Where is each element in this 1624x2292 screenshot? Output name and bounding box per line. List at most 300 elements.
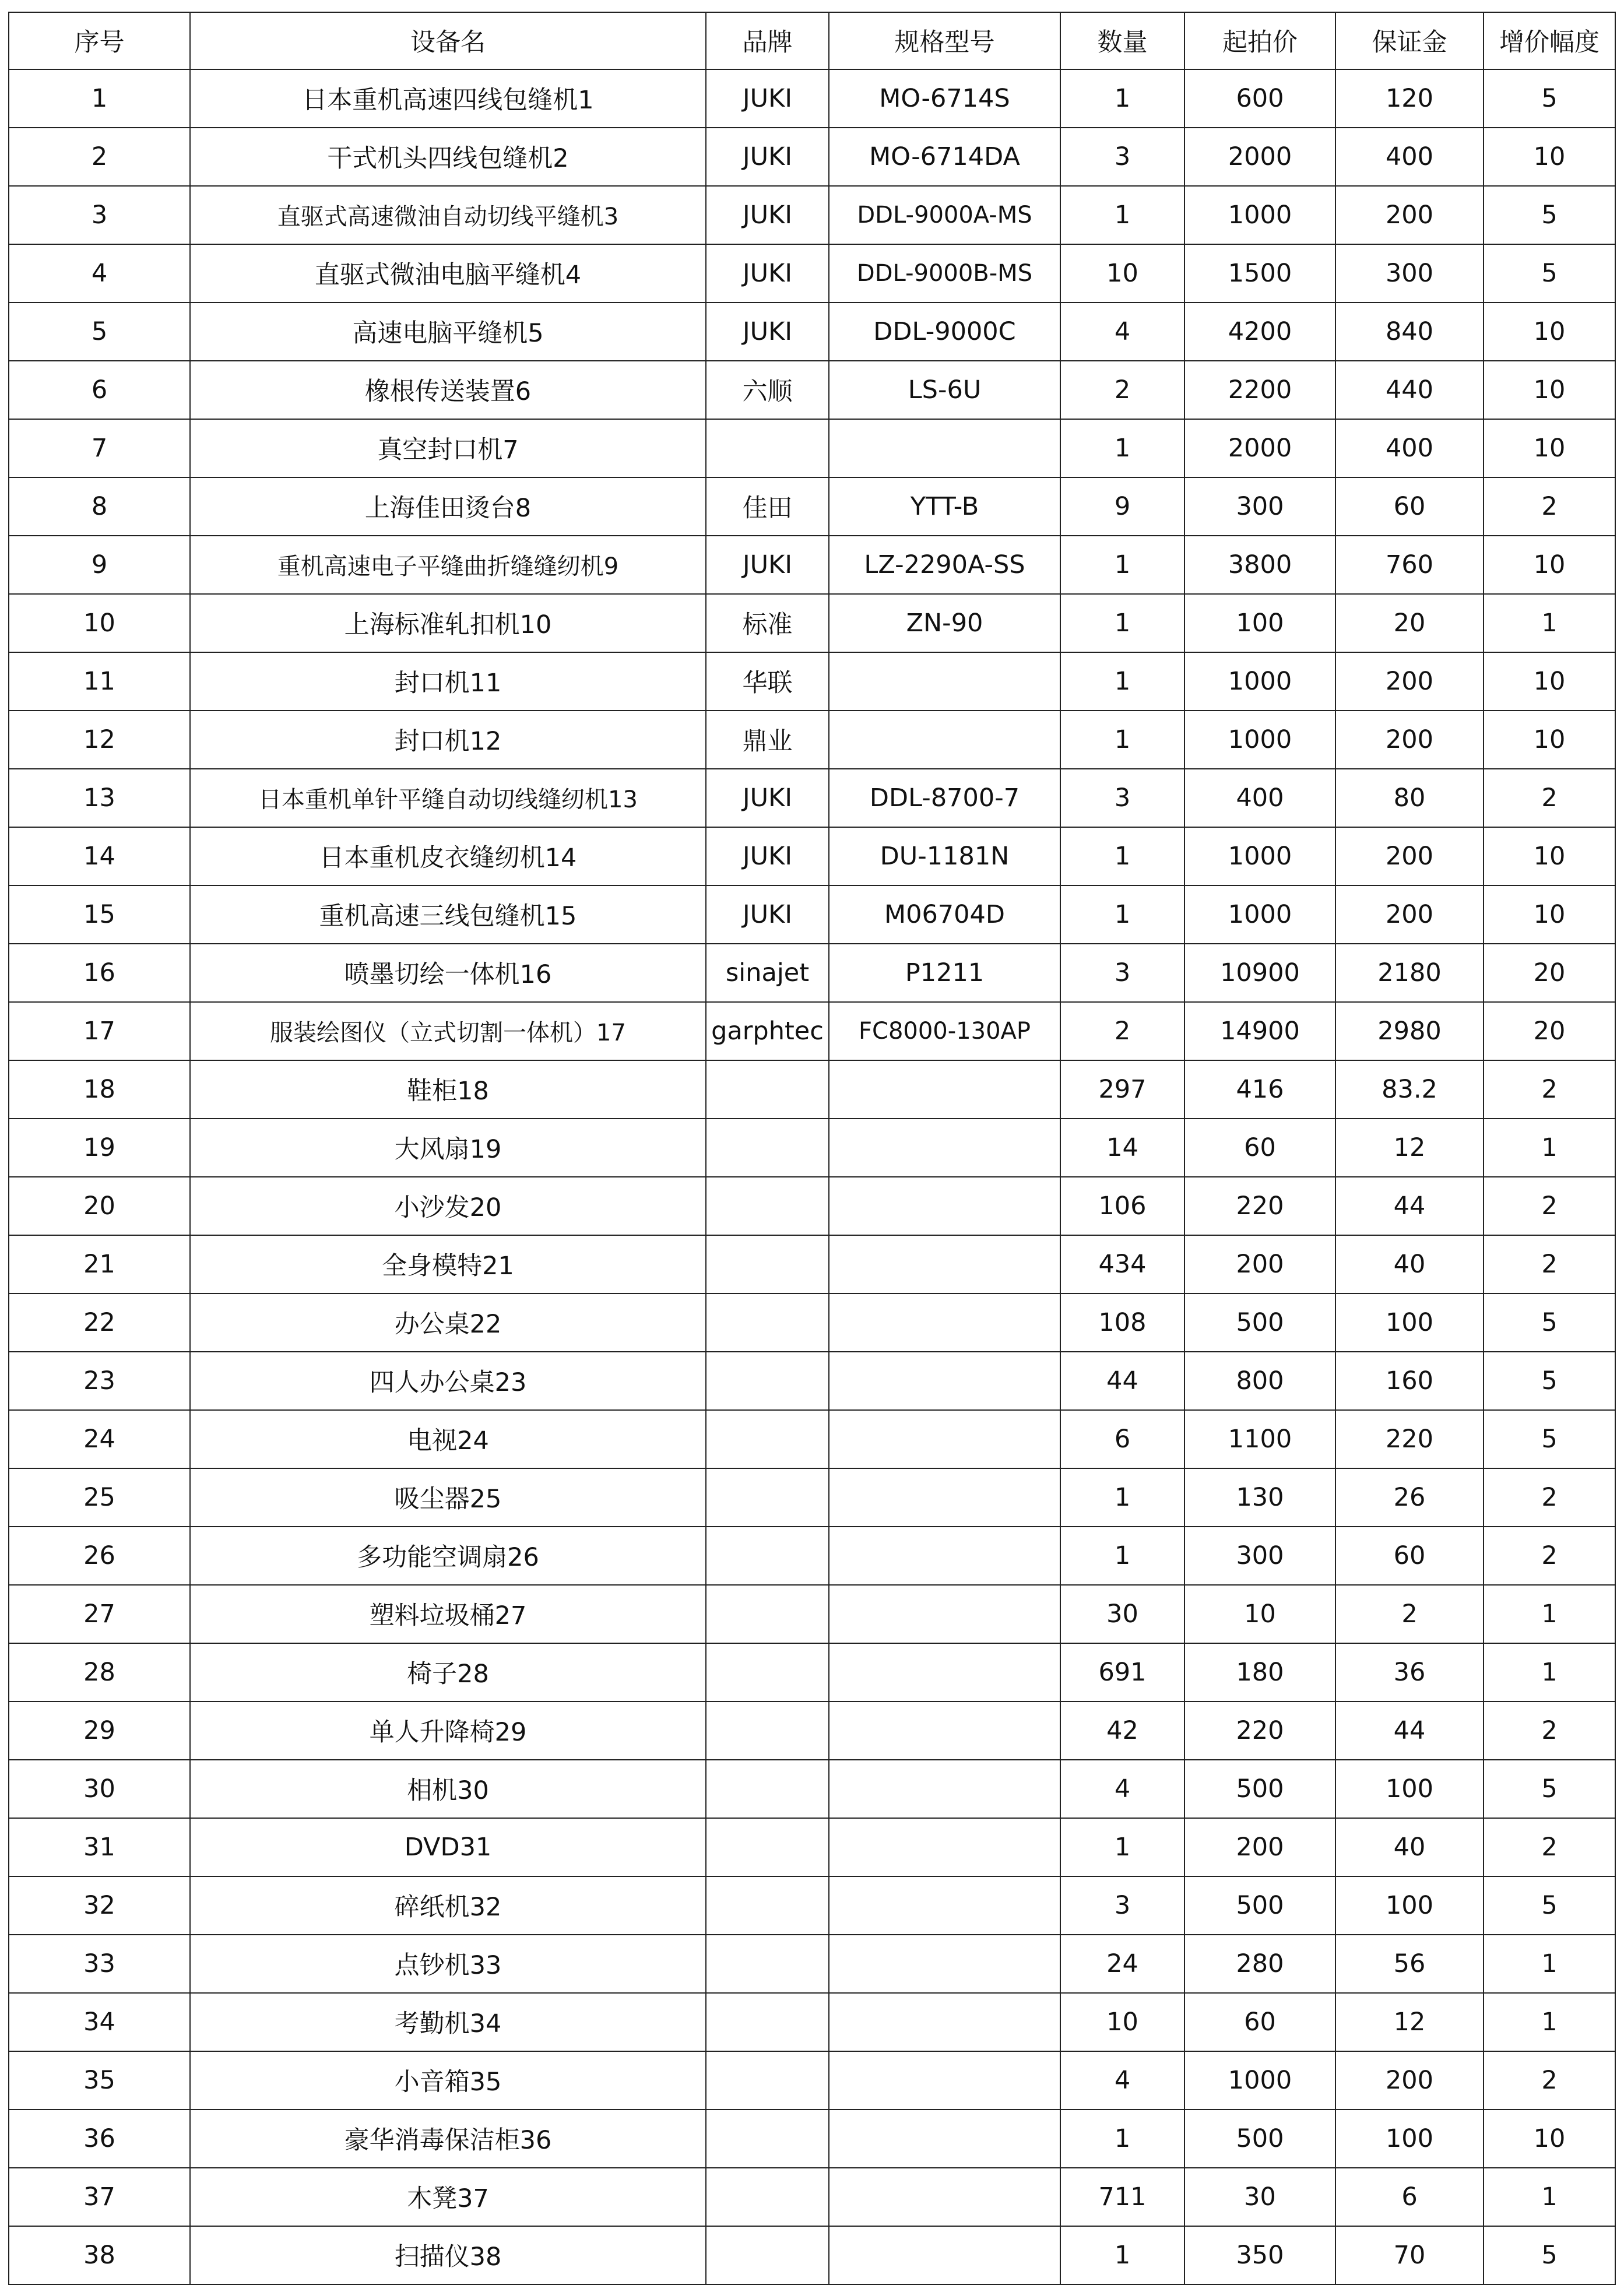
cell-model <box>829 1993 1060 2051</box>
cell-equipment-name: 塑料垃圾桶27 <box>190 1585 706 1643</box>
cell-bid-increment: 1 <box>1484 1585 1615 1643</box>
table-row <box>9 128 1615 186</box>
cell-index: 19 <box>9 1119 190 1177</box>
cell-deposit: 200 <box>1335 652 1484 711</box>
cell-equipment-name: 豪华消毒保洁柜36 <box>190 2110 706 2168</box>
cell-quantity: 3 <box>1060 944 1184 1002</box>
cell-deposit: 60 <box>1335 1527 1484 1585</box>
cell-deposit: 100 <box>1335 1293 1484 1352</box>
cell-deposit: 36 <box>1335 1643 1484 1702</box>
cell-index: 15 <box>9 885 190 944</box>
cell-starting-price: 180 <box>1184 1643 1335 1702</box>
cell-quantity: 1 <box>1060 1818 1184 1876</box>
cell-quantity: 1 <box>1060 711 1184 769</box>
cell-model <box>829 1293 1060 1352</box>
cell-brand <box>706 1527 829 1585</box>
cell-deposit: 440 <box>1335 361 1484 419</box>
cell-model <box>829 652 1060 711</box>
cell-deposit: 100 <box>1335 1876 1484 1935</box>
cell-model <box>829 1935 1060 1993</box>
cell-quantity: 10 <box>1060 244 1184 303</box>
cell-deposit: 2 <box>1335 1585 1484 1643</box>
cell-brand: sinajet <box>706 944 829 1002</box>
cell-model: MO-6714S <box>829 69 1060 128</box>
cell-equipment-name: 点钞机33 <box>190 1935 706 1993</box>
cell-starting-price: 500 <box>1184 1760 1335 1818</box>
cell-equipment-name: 直驱式微油电脑平缝机4 <box>190 244 706 303</box>
cell-quantity: 1 <box>1060 827 1184 885</box>
table-row <box>9 1410 1615 1468</box>
cell-equipment-name: 重机高速电子平缝曲折缝缝纫机9 <box>190 536 706 594</box>
cell-index: 25 <box>9 1468 190 1527</box>
cell-bid-increment: 1 <box>1484 1993 1615 2051</box>
cell-index: 24 <box>9 1410 190 1468</box>
cell-brand: garphtec <box>706 1002 829 1060</box>
cell-index: 3 <box>9 186 190 244</box>
cell-model: P1211 <box>829 944 1060 1002</box>
cell-index: 30 <box>9 1760 190 1818</box>
cell-model: YTT-B <box>829 477 1060 536</box>
table-row <box>9 1585 1615 1643</box>
cell-equipment-name: 考勤机34 <box>190 1993 706 2051</box>
cell-model: DDL-9000C <box>829 303 1060 361</box>
cell-deposit: 760 <box>1335 536 1484 594</box>
cell-deposit: 60 <box>1335 477 1484 536</box>
table-row <box>9 885 1615 944</box>
table-body <box>9 69 1615 2285</box>
header-cell-deposit: 保证金 <box>1335 12 1484 69</box>
cell-brand: JUKI <box>706 303 829 361</box>
cell-brand <box>706 1993 829 2051</box>
table-row <box>9 1002 1615 1060</box>
table-row <box>9 477 1615 536</box>
cell-index: 2 <box>9 128 190 186</box>
cell-brand: JUKI <box>706 186 829 244</box>
cell-brand <box>706 1760 829 1818</box>
cell-model: FC8000-130AP <box>829 1002 1060 1060</box>
cell-model <box>829 711 1060 769</box>
table-row <box>9 1293 1615 1352</box>
cell-bid-increment: 10 <box>1484 419 1615 477</box>
cell-quantity: 42 <box>1060 1702 1184 1760</box>
cell-brand <box>706 2051 829 2110</box>
cell-bid-increment: 1 <box>1484 2168 1615 2226</box>
cell-model <box>829 1818 1060 1876</box>
cell-bid-increment: 2 <box>1484 1060 1615 1119</box>
cell-bid-increment: 10 <box>1484 827 1615 885</box>
cell-model <box>829 1352 1060 1410</box>
cell-starting-price: 350 <box>1184 2226 1335 2285</box>
cell-bid-increment: 5 <box>1484 1760 1615 1818</box>
cell-quantity: 6 <box>1060 1410 1184 1468</box>
cell-index: 18 <box>9 1060 190 1119</box>
cell-equipment-name: 四人办公桌23 <box>190 1352 706 1410</box>
cell-bid-increment: 1 <box>1484 1935 1615 1993</box>
cell-quantity: 297 <box>1060 1060 1184 1119</box>
cell-starting-price: 1000 <box>1184 2051 1335 2110</box>
cell-brand: JUKI <box>706 244 829 303</box>
cell-bid-increment: 2 <box>1484 1177 1615 1235</box>
cell-quantity: 1 <box>1060 1527 1184 1585</box>
cell-bid-increment: 1 <box>1484 1643 1615 1702</box>
cell-equipment-name: 上海标准轧扣机10 <box>190 594 706 652</box>
cell-starting-price: 1000 <box>1184 827 1335 885</box>
table-row <box>9 711 1615 769</box>
cell-quantity: 1 <box>1060 69 1184 128</box>
cell-index: 20 <box>9 1177 190 1235</box>
cell-starting-price: 130 <box>1184 1468 1335 1527</box>
cell-quantity: 1 <box>1060 2226 1184 2285</box>
cell-bid-increment: 2 <box>1484 1235 1615 1293</box>
table-row <box>9 244 1615 303</box>
cell-brand <box>706 2110 829 2168</box>
table-row <box>9 186 1615 244</box>
cell-index: 10 <box>9 594 190 652</box>
cell-equipment-name: 重机高速三线包缝机15 <box>190 885 706 944</box>
cell-bid-increment: 2 <box>1484 1527 1615 1585</box>
table-row <box>9 1235 1615 1293</box>
cell-equipment-name: 喷墨切绘一体机16 <box>190 944 706 1002</box>
table-row <box>9 303 1615 361</box>
cell-brand <box>706 1935 829 1993</box>
cell-starting-price: 2200 <box>1184 361 1335 419</box>
cell-starting-price: 280 <box>1184 1935 1335 1993</box>
cell-model: M06704D <box>829 885 1060 944</box>
cell-index: 36 <box>9 2110 190 2168</box>
cell-equipment-name: 鞋柜18 <box>190 1060 706 1119</box>
cell-brand <box>706 1702 829 1760</box>
table-row <box>9 1702 1615 1760</box>
cell-quantity: 1 <box>1060 1468 1184 1527</box>
cell-model <box>829 1760 1060 1818</box>
cell-equipment-name: 高速电脑平缝机5 <box>190 303 706 361</box>
table-row <box>9 1993 1615 2051</box>
cell-bid-increment: 10 <box>1484 303 1615 361</box>
cell-equipment-name: 办公桌22 <box>190 1293 706 1352</box>
cell-bid-increment: 10 <box>1484 361 1615 419</box>
table-row <box>9 2110 1615 2168</box>
cell-bid-increment: 10 <box>1484 2110 1615 2168</box>
cell-starting-price: 300 <box>1184 1527 1335 1585</box>
cell-deposit: 2980 <box>1335 1002 1484 1060</box>
table-row <box>9 69 1615 128</box>
cell-starting-price: 60 <box>1184 1119 1335 1177</box>
cell-brand <box>706 1235 829 1293</box>
cell-model <box>829 1702 1060 1760</box>
header-cell-index: 序号 <box>9 12 190 69</box>
cell-model <box>829 1119 1060 1177</box>
cell-deposit: 200 <box>1335 827 1484 885</box>
cell-starting-price: 3800 <box>1184 536 1335 594</box>
cell-model <box>829 1177 1060 1235</box>
table-row <box>9 769 1615 827</box>
table-row <box>9 1527 1615 1585</box>
cell-bid-increment: 5 <box>1484 2226 1615 2285</box>
cell-starting-price: 400 <box>1184 769 1335 827</box>
cell-equipment-name: 服装绘图仪（立式切割一体机）17 <box>190 1002 706 1060</box>
cell-quantity: 2 <box>1060 361 1184 419</box>
header-cell-equipment-name: 设备名 <box>190 12 706 69</box>
cell-equipment-name: 小沙发20 <box>190 1177 706 1235</box>
cell-equipment-name: 真空封口机7 <box>190 419 706 477</box>
cell-deposit: 2180 <box>1335 944 1484 1002</box>
cell-brand <box>706 1352 829 1410</box>
cell-brand: JUKI <box>706 69 829 128</box>
cell-brand: JUKI <box>706 769 829 827</box>
table-row <box>9 419 1615 477</box>
table-row <box>9 1760 1615 1818</box>
table-row <box>9 1643 1615 1702</box>
cell-index: 22 <box>9 1293 190 1352</box>
cell-bid-increment: 10 <box>1484 128 1615 186</box>
cell-index: 29 <box>9 1702 190 1760</box>
cell-deposit: 40 <box>1335 1235 1484 1293</box>
cell-quantity: 1 <box>1060 536 1184 594</box>
table-row <box>9 1468 1615 1527</box>
cell-index: 32 <box>9 1876 190 1935</box>
table-row <box>9 1818 1615 1876</box>
table-row <box>9 944 1615 1002</box>
cell-model: LS-6U <box>829 361 1060 419</box>
cell-deposit: 12 <box>1335 1993 1484 2051</box>
cell-brand: JUKI <box>706 128 829 186</box>
cell-bid-increment: 1 <box>1484 594 1615 652</box>
cell-brand <box>706 1468 829 1527</box>
cell-model: LZ-2290A-SS <box>829 536 1060 594</box>
cell-starting-price: 1100 <box>1184 1410 1335 1468</box>
cell-equipment-name: 碎纸机32 <box>190 1876 706 1935</box>
cell-brand: JUKI <box>706 885 829 944</box>
cell-bid-increment: 10 <box>1484 536 1615 594</box>
cell-starting-price: 10900 <box>1184 944 1335 1002</box>
cell-deposit: 20 <box>1335 594 1484 652</box>
cell-starting-price: 500 <box>1184 1876 1335 1935</box>
cell-quantity: 3 <box>1060 769 1184 827</box>
cell-deposit: 200 <box>1335 2051 1484 2110</box>
cell-quantity: 1 <box>1060 2110 1184 2168</box>
cell-equipment-name: 橡根传送装置6 <box>190 361 706 419</box>
cell-brand: 六顺 <box>706 361 829 419</box>
table-row <box>9 536 1615 594</box>
cell-brand <box>706 2226 829 2285</box>
cell-starting-price: 500 <box>1184 1293 1335 1352</box>
cell-brand: 标准 <box>706 594 829 652</box>
cell-bid-increment: 5 <box>1484 69 1615 128</box>
cell-bid-increment: 20 <box>1484 1002 1615 1060</box>
cell-index: 35 <box>9 2051 190 2110</box>
cell-model <box>829 2110 1060 2168</box>
cell-starting-price: 416 <box>1184 1060 1335 1119</box>
cell-bid-increment: 1 <box>1484 1119 1615 1177</box>
cell-starting-price: 300 <box>1184 477 1335 536</box>
cell-deposit: 100 <box>1335 1760 1484 1818</box>
cell-index: 12 <box>9 711 190 769</box>
cell-equipment-name: 日本重机单针平缝自动切线缝纫机13 <box>190 769 706 827</box>
table-row <box>9 1876 1615 1935</box>
cell-starting-price: 220 <box>1184 1177 1335 1235</box>
cell-deposit: 12 <box>1335 1119 1484 1177</box>
header-cell-starting-price: 起拍价 <box>1184 12 1335 69</box>
cell-equipment-name: 干式机头四线包缝机2 <box>190 128 706 186</box>
cell-quantity: 1 <box>1060 419 1184 477</box>
cell-deposit: 26 <box>1335 1468 1484 1527</box>
cell-model: DDL-9000A-MS <box>829 186 1060 244</box>
cell-deposit: 40 <box>1335 1818 1484 1876</box>
cell-quantity: 691 <box>1060 1643 1184 1702</box>
cell-index: 5 <box>9 303 190 361</box>
cell-index: 13 <box>9 769 190 827</box>
cell-model <box>829 1585 1060 1643</box>
cell-index: 23 <box>9 1352 190 1410</box>
cell-equipment-name: 大风扇19 <box>190 1119 706 1177</box>
cell-model <box>829 2168 1060 2226</box>
cell-quantity: 1 <box>1060 885 1184 944</box>
cell-deposit: 200 <box>1335 885 1484 944</box>
cell-deposit: 120 <box>1335 69 1484 128</box>
cell-starting-price: 500 <box>1184 2110 1335 2168</box>
cell-index: 33 <box>9 1935 190 1993</box>
cell-bid-increment: 2 <box>1484 1468 1615 1527</box>
cell-bid-increment: 2 <box>1484 1818 1615 1876</box>
cell-equipment-name: 封口机12 <box>190 711 706 769</box>
cell-model <box>829 1468 1060 1527</box>
cell-index: 14 <box>9 827 190 885</box>
cell-brand: JUKI <box>706 536 829 594</box>
cell-starting-price: 1000 <box>1184 885 1335 944</box>
header-cell-quantity: 数量 <box>1060 12 1184 69</box>
cell-model <box>829 1527 1060 1585</box>
cell-starting-price: 1000 <box>1184 186 1335 244</box>
cell-deposit: 400 <box>1335 419 1484 477</box>
cell-starting-price: 1000 <box>1184 711 1335 769</box>
cell-starting-price: 1000 <box>1184 652 1335 711</box>
cell-quantity: 3 <box>1060 128 1184 186</box>
cell-equipment-name: 全身模特21 <box>190 1235 706 1293</box>
cell-model <box>829 1235 1060 1293</box>
cell-quantity: 4 <box>1060 2051 1184 2110</box>
table-row <box>9 1119 1615 1177</box>
cell-index: 21 <box>9 1235 190 1293</box>
cell-quantity: 14 <box>1060 1119 1184 1177</box>
cell-brand <box>706 1119 829 1177</box>
cell-equipment-name: 封口机11 <box>190 652 706 711</box>
cell-brand: JUKI <box>706 827 829 885</box>
cell-brand <box>706 1876 829 1935</box>
cell-starting-price: 10 <box>1184 1585 1335 1643</box>
cell-deposit: 840 <box>1335 303 1484 361</box>
table-row <box>9 2168 1615 2226</box>
cell-deposit: 160 <box>1335 1352 1484 1410</box>
cell-starting-price: 14900 <box>1184 1002 1335 1060</box>
cell-deposit: 70 <box>1335 2226 1484 2285</box>
cell-index: 4 <box>9 244 190 303</box>
table-row <box>9 1177 1615 1235</box>
header-row <box>9 12 1615 69</box>
cell-starting-price: 220 <box>1184 1702 1335 1760</box>
cell-model: DDL-8700-7 <box>829 769 1060 827</box>
cell-starting-price: 2000 <box>1184 128 1335 186</box>
cell-equipment-name: 电视24 <box>190 1410 706 1468</box>
cell-index: 17 <box>9 1002 190 1060</box>
cell-bid-increment: 20 <box>1484 944 1615 1002</box>
table-row <box>9 827 1615 885</box>
cell-starting-price: 200 <box>1184 1818 1335 1876</box>
cell-equipment-name: 吸尘器25 <box>190 1468 706 1527</box>
table-row <box>9 594 1615 652</box>
cell-bid-increment: 5 <box>1484 1352 1615 1410</box>
cell-model: DDL-9000B-MS <box>829 244 1060 303</box>
cell-deposit: 220 <box>1335 1410 1484 1468</box>
cell-index: 38 <box>9 2226 190 2285</box>
cell-index: 11 <box>9 652 190 711</box>
cell-brand <box>706 1585 829 1643</box>
header-cell-brand: 品牌 <box>706 12 829 69</box>
cell-equipment-name: 椅子28 <box>190 1643 706 1702</box>
cell-index: 37 <box>9 2168 190 2226</box>
cell-brand <box>706 1177 829 1235</box>
cell-equipment-name: 日本重机高速四线包缝机1 <box>190 69 706 128</box>
cell-bid-increment: 2 <box>1484 477 1615 536</box>
cell-brand <box>706 419 829 477</box>
cell-index: 28 <box>9 1643 190 1702</box>
cell-brand: 鼎业 <box>706 711 829 769</box>
cell-quantity: 1 <box>1060 186 1184 244</box>
cell-equipment-name: 直驱式高速微油自动切线平缝机3 <box>190 186 706 244</box>
cell-quantity: 3 <box>1060 1876 1184 1935</box>
cell-index: 16 <box>9 944 190 1002</box>
cell-quantity: 9 <box>1060 477 1184 536</box>
cell-model <box>829 1060 1060 1119</box>
cell-starting-price: 800 <box>1184 1352 1335 1410</box>
cell-model <box>829 2051 1060 2110</box>
table-row <box>9 1352 1615 1410</box>
cell-bid-increment: 5 <box>1484 1293 1615 1352</box>
cell-index: 9 <box>9 536 190 594</box>
cell-bid-increment: 5 <box>1484 1876 1615 1935</box>
table-row <box>9 2051 1615 2110</box>
header-cell-bid-increment: 增价幅度 <box>1484 12 1615 69</box>
cell-deposit: 44 <box>1335 1177 1484 1235</box>
table-row <box>9 1060 1615 1119</box>
cell-bid-increment: 10 <box>1484 885 1615 944</box>
cell-index: 27 <box>9 1585 190 1643</box>
cell-brand <box>706 1818 829 1876</box>
cell-starting-price: 100 <box>1184 594 1335 652</box>
cell-bid-increment: 2 <box>1484 1702 1615 1760</box>
table-row <box>9 2226 1615 2285</box>
cell-quantity: 10 <box>1060 1993 1184 2051</box>
cell-starting-price: 30 <box>1184 2168 1335 2226</box>
cell-bid-increment: 2 <box>1484 2051 1615 2110</box>
cell-quantity: 24 <box>1060 1935 1184 1993</box>
cell-equipment-name: 小音箱35 <box>190 2051 706 2110</box>
cell-starting-price: 1500 <box>1184 244 1335 303</box>
cell-deposit: 200 <box>1335 186 1484 244</box>
cell-model: ZN-90 <box>829 594 1060 652</box>
cell-deposit: 200 <box>1335 711 1484 769</box>
cell-quantity: 4 <box>1060 303 1184 361</box>
cell-quantity: 2 <box>1060 1002 1184 1060</box>
cell-starting-price: 600 <box>1184 69 1335 128</box>
cell-quantity: 44 <box>1060 1352 1184 1410</box>
cell-equipment-name: 扫描仪38 <box>190 2226 706 2285</box>
cell-quantity: 434 <box>1060 1235 1184 1293</box>
cell-equipment-name: 相机30 <box>190 1760 706 1818</box>
cell-bid-increment: 2 <box>1484 769 1615 827</box>
cell-deposit: 56 <box>1335 1935 1484 1993</box>
cell-index: 34 <box>9 1993 190 2051</box>
cell-quantity: 1 <box>1060 594 1184 652</box>
